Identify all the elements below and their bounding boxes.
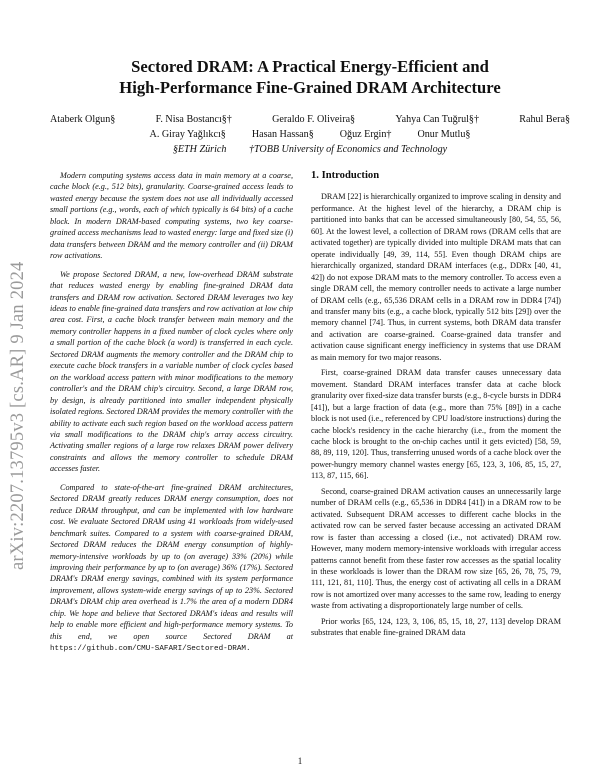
affiliation: §ETH Zürich — [172, 144, 227, 155]
abstract-paragraph: We propose Sectored DRAM, a new, low-overhead DRAM substrate that reduces wasted energy by enabling fine-grained DRAM data transfers and DRAM row activation. Sectored DRAM leverages two key ideas to enable fine-grained data transfers and row activation at low chip area cost. First, a cache block transfer between main memory and the memory controller happens in a fixed number of clock cycles where only a small portion of the cache block (a word) is transferred in each cycle. Sectored DRAM augments the memory controller and the DRAM chip to execute cache block transfers in a variable number of clock cycles based on the workload access pattern with minor modifications to the memory controller's and the DRAM chip's circuitry. Second, a large DRAM row, by design, is already partitioned into smaller independent physically isolated regions. Sectored DRAM provides the memory controller with the ability to activate each such region based on the workload access pattern via small modifications to the DRAM chip's array access circuitry. Activating smaller regions of a large row relaxes DRAM power delivery constraints and allows the memory controller to schedule DRAM accesses faster. — [50, 269, 293, 474]
repository-link[interactable]: https://github.com/CMU-SAFARI/Sectored-DRAM. — [50, 645, 251, 654]
section-heading: 1. Introduction — [311, 170, 380, 181]
abstract — [50, 170, 293, 663]
title-line-1: Sectored DRAM: A Practical Energy-Efficient and — [131, 57, 489, 76]
author: A. Giray Yağlıkcı§ — [149, 129, 226, 140]
author: Oğuz Ergin† — [339, 129, 392, 140]
page-number: 1 — [297, 756, 303, 766]
authors-row-1 — [50, 112, 570, 127]
author: Yahya Can Tuğrul§† — [395, 114, 480, 125]
author: Geraldo F. Oliveira§ — [272, 114, 356, 125]
author: Hasan Hassan§ — [251, 129, 314, 140]
author: F. Nisa Bostancı§† — [155, 114, 232, 125]
body-paragraph: First, coarse-grained DRAM data transfer causes unnecessary data movement. Standard DRAM interfaces transfer data at cache block granularity over fixed-size data transfer bursts (e.g., 8-cycle bursts in DDR4 [41]), but a large fraction of data (e.g., more than 75% [89]) in a cache block is not used (i.e., referenced by CPU load/store instructions) during the cache block's residency in the cache hierarchy (i.e., from the moment the cache block is brought to the on-chip caches until it gets evicted) [58, 59, 88, 89, 119, 120]. Thus, transferring unused words of a cache block over the power-hungry memory channel wastes energy [65, 123, 3, 106, 85, 15, 27, 113, 87, 115, 66]. — [311, 368, 561, 481]
body-paragraph: Prior works [65, 124, 123, 3, 106, 85, 15, 18, 27, 113] develop DRAM substrates that enable fine-grained DRAM data — [311, 616, 561, 638]
author: Onur Mutlu§ — [417, 129, 471, 140]
affiliation: †TOBB University of Economics and Technology — [248, 144, 448, 155]
author: Ataberk Olgun§ — [50, 114, 116, 125]
author: Rahul Bera§ — [519, 114, 570, 125]
body-paragraph: Second, coarse-grained DRAM activation causes an unnecessarily large number of DRAM cells (e.g., 65,536 in DDR4 [41]) in a DRAM row to be activated. Subsequent DRAM accesses to different cache blocks in the activated row can be served faster because accessing an activated DRAM row is faster than accessing a closed (i.e., not activated) DRAM row. However, many modern memory-intensive workloads with irregular access patterns cannot benefit from these faster row accesses as the spatial locality in these workloads is lower than the DRAM row size [65, 26, 78, 75, 79, 111, 121, 81, 110]. Thus, the energy cost of activating all cells in a DRAM row is not amortized over many accesses to the same row, leading to energy waste from activating a disproportionately large number of cells. — [311, 486, 561, 611]
authors-row-2 — [50, 127, 570, 142]
body-paragraph: DRAM [22] is hierarchically organized to improve scaling in density and performance. At the highest level of the hierarchy, a DRAM chip is partitioned into banks that can be accessed simultaneously [80, 54, 55, 56, 60]. At the lowest level, a collection of DRAM rows (DRAM cells that are activated together) are typically divided into multiple DRAM mats that can operate individually [49, 39, 114, 55]. Even though DRAM chips are hierarchically organized, standard DRAM interfaces (e.g., DDRx [40, 41, 42]) do not expose DRAM mats to the memory controller. To access even a single DRAM cell, the memory controller needs to activate a large number of DRAM cells (e.g., 65,536 DRAM cells in a DRAM row in DDR4 [74]) and transfer many bits (e.g., a cache block, typically 512 bits [29]) over the memory channel [74]. Thus, in current systems, both DRAM data transfer and activation are coarse-grained. Coarse-grained data transfer and activation cause significant energy inefficiency in systems that use DRAM as main memory for two major reasons. — [311, 192, 561, 362]
title-line-2: High-Performance Fine-Grained DRAM Architecture — [119, 78, 501, 97]
affiliations — [50, 142, 570, 157]
abstract-text: Compared to state-of-the-art fine-grained DRAM architectures, Sectored DRAM greatly reduces DRAM energy consumption, does not reduce DRAM throughput, and can be implemented with low hardware cost. We evaluate Sectored DRAM using 41 workloads from widely-used benchmark suites. Compared to a system with coarse-grained DRAM, Sectored DRAM reduces the DRAM energy consumption of highly-memory-intensive workloads by up to (on average) 33% (20%) while improving their performance by up to (on average) 36% (17%). Sectored DRAM's DRAM energy savings, combined with its system performance improvement, allows system-wide energy savings of up to 23%. Sectored DRAM's DRAM chip area overhead is 1.7% the area of a modern DDR4 chip. We hope and believe that Sectored DRAM's ideas and results will help to enable more efficient and high-performance memory systems. To this end, we open source Sectored DRAM at — [50, 482, 293, 641]
abstract-paragraph: Modern computing systems access data in main memory at a coarse, cache block (e.g., 512 bits), granularity. Coarse-grained access leads to wasted energy because the system does not use all individually accessed small portions (e.g., words, each of which typically is 64 bits) of a cache block. In modern DRAM-based computing systems, two key coarse-grained access mechanisms lead to wasted energy: large and fixed size (i) data transfers between DRAM and the memory controller and (ii) DRAM row activations. — [50, 171, 293, 261]
abstract-paragraph — [50, 482, 293, 656]
introduction-section — [311, 170, 561, 643]
arxiv-identifier: arXiv:2207.13795v3 [cs.AR] 9 Jan 2024 — [8, 261, 28, 570]
paper-title — [50, 56, 570, 98]
author-block — [50, 112, 570, 157]
